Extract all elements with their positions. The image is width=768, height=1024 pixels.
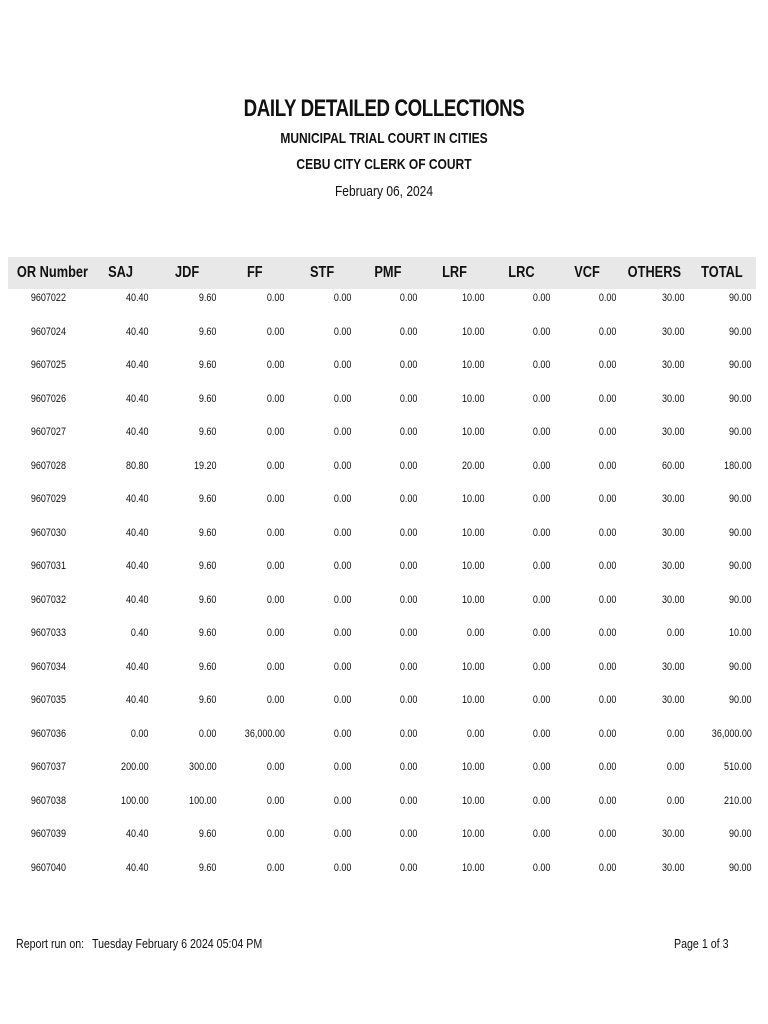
amount-cell: 10.00 bbox=[462, 426, 485, 438]
amount-cell: 0.00 bbox=[266, 292, 285, 304]
or-number-cell: 9607022 bbox=[30, 292, 66, 304]
amount-cell: 30.00 bbox=[661, 292, 685, 304]
amount-cell: 40.40 bbox=[126, 828, 149, 840]
amount-cell: 0.00 bbox=[467, 627, 485, 639]
amount-cell: 0.00 bbox=[266, 426, 285, 438]
amount-cell: 0.00 bbox=[399, 593, 418, 606]
amount-cell: 0.00 bbox=[598, 593, 617, 606]
amount-cell: 0.00 bbox=[598, 627, 617, 639]
amount-cell: 0.00 bbox=[598, 560, 617, 572]
amount-cell: 0.00 bbox=[266, 526, 285, 539]
amount-cell: 0.00 bbox=[533, 526, 551, 539]
amount-cell: 9.60 bbox=[199, 660, 217, 673]
amount-cell: 0.00 bbox=[333, 493, 352, 505]
amount-cell: 0.00 bbox=[598, 359, 617, 371]
amount-cell: 40.40 bbox=[126, 560, 149, 572]
amount-cell: 0.00 bbox=[533, 761, 551, 773]
report-date: February 06, 2024 bbox=[334, 183, 434, 200]
amount-cell: 0.00 bbox=[598, 459, 617, 472]
amount-cell: 0.00 bbox=[399, 560, 418, 572]
amount-cell: 0.00 bbox=[399, 861, 418, 874]
or-number-cell: 9607038 bbox=[30, 794, 66, 807]
amount-cell: 90.00 bbox=[729, 426, 752, 438]
amount-cell: 90.00 bbox=[729, 861, 752, 874]
amount-cell: 0.00 bbox=[399, 493, 418, 505]
column-header: SAJ bbox=[88, 257, 153, 289]
amount-cell: 0.00 bbox=[467, 727, 485, 740]
column-header: TOTAL bbox=[688, 257, 756, 289]
column-header: PMF bbox=[355, 257, 421, 289]
amount-cell: 0.00 bbox=[399, 292, 418, 304]
amount-cell: 0.00 bbox=[266, 660, 285, 673]
amount-cell: 40.40 bbox=[126, 359, 149, 371]
amount-cell: 0.00 bbox=[598, 292, 617, 304]
amount-cell: 90.00 bbox=[729, 292, 752, 304]
amount-cell: 0.00 bbox=[598, 526, 617, 539]
column-header: OTHERS bbox=[620, 257, 688, 289]
amount-cell: 9.60 bbox=[199, 828, 217, 840]
amount-cell: 90.00 bbox=[729, 526, 752, 539]
amount-cell: 0.00 bbox=[266, 761, 285, 773]
amount-cell: 0.00 bbox=[333, 560, 352, 572]
amount-cell: 0.00 bbox=[598, 660, 617, 673]
column-header: JDF bbox=[153, 257, 221, 289]
or-number-cell: 9607039 bbox=[30, 828, 66, 840]
amount-cell: 200.00 bbox=[121, 761, 149, 773]
column-header: LRC bbox=[489, 257, 555, 289]
amount-cell: 40.40 bbox=[126, 292, 149, 304]
amount-cell: 40.40 bbox=[126, 493, 149, 505]
table-row bbox=[8, 423, 756, 457]
amount-cell: 0.00 bbox=[533, 660, 551, 673]
amount-cell: 60.00 bbox=[661, 459, 685, 472]
amount-cell: 0.00 bbox=[333, 292, 352, 304]
amount-cell: 10.00 bbox=[462, 526, 485, 539]
amount-cell: 9.60 bbox=[199, 292, 217, 304]
or-number-cell: 9607024 bbox=[30, 325, 66, 338]
or-number-cell: 9607027 bbox=[30, 426, 66, 438]
amount-cell: 90.00 bbox=[729, 325, 752, 338]
amount-cell: 40.40 bbox=[126, 694, 149, 706]
amount-cell: 0.00 bbox=[266, 359, 285, 371]
amount-cell: 90.00 bbox=[729, 392, 752, 405]
or-number-cell: 9607030 bbox=[30, 526, 66, 539]
amount-cell: 30.00 bbox=[661, 526, 685, 539]
amount-cell: 0.00 bbox=[533, 627, 551, 639]
table-row bbox=[8, 825, 756, 859]
amount-cell: 510.00 bbox=[724, 761, 752, 773]
table-row bbox=[8, 557, 756, 591]
amount-cell: 0.00 bbox=[399, 828, 418, 840]
amount-cell: 30.00 bbox=[661, 325, 685, 338]
amount-cell: 0.00 bbox=[666, 761, 685, 773]
amount-cell: 0.00 bbox=[131, 727, 149, 740]
amount-cell: 0.00 bbox=[266, 828, 285, 840]
amount-cell: 0.00 bbox=[266, 794, 285, 807]
amount-cell: 0.00 bbox=[598, 727, 617, 740]
table-row bbox=[8, 457, 756, 491]
or-number-cell: 9607026 bbox=[30, 392, 66, 405]
amount-cell: 40.40 bbox=[126, 861, 149, 874]
amount-cell: 0.00 bbox=[533, 794, 551, 807]
amount-cell: 0.00 bbox=[333, 694, 352, 706]
amount-cell: 0.00 bbox=[598, 761, 617, 773]
column-header: OR Number bbox=[8, 257, 88, 289]
or-number-cell: 9607031 bbox=[30, 560, 66, 572]
amount-cell: 0.00 bbox=[399, 761, 418, 773]
amount-cell: 0.00 bbox=[598, 426, 617, 438]
amount-cell: 20.00 bbox=[462, 459, 485, 472]
amount-cell: 9.60 bbox=[199, 694, 217, 706]
or-number-cell: 9607040 bbox=[30, 861, 66, 874]
amount-cell: 0.00 bbox=[333, 794, 352, 807]
amount-cell: 0.00 bbox=[533, 426, 551, 438]
amount-cell: 9.60 bbox=[199, 627, 217, 639]
amount-cell: 0.00 bbox=[333, 727, 352, 740]
amount-cell: 0.00 bbox=[266, 493, 285, 505]
amount-cell: 90.00 bbox=[729, 828, 752, 840]
amount-cell: 36,000.00 bbox=[244, 727, 285, 740]
office-name: CEBU CITY CLERK OF COURT bbox=[296, 156, 472, 173]
amount-cell: 0.00 bbox=[399, 392, 418, 405]
amount-cell: 0.00 bbox=[333, 761, 352, 773]
amount-cell: 100.00 bbox=[121, 794, 149, 807]
amount-cell: 0.40 bbox=[131, 627, 149, 639]
amount-cell: 0.00 bbox=[533, 694, 551, 706]
or-number-cell: 9607028 bbox=[30, 459, 66, 472]
amount-cell: 0.00 bbox=[533, 828, 551, 840]
amount-cell: 0.00 bbox=[333, 861, 352, 874]
report-title: DAILY DETAILED COLLECTIONS bbox=[243, 95, 525, 122]
amount-cell: 10.00 bbox=[462, 292, 485, 304]
table-row bbox=[8, 758, 756, 792]
table-row bbox=[8, 859, 756, 893]
amount-cell: 0.00 bbox=[266, 627, 285, 639]
amount-cell: 10.00 bbox=[462, 660, 485, 673]
table-row bbox=[8, 658, 756, 692]
amount-cell: 0.00 bbox=[266, 593, 285, 606]
report-run-value: Tuesday February 6 2024 05:04 PM bbox=[92, 936, 263, 951]
amount-cell: 0.00 bbox=[399, 727, 418, 740]
amount-cell: 30.00 bbox=[661, 493, 685, 505]
amount-cell: 10.00 bbox=[462, 359, 485, 371]
amount-cell: 40.40 bbox=[126, 593, 149, 606]
column-header: LRF bbox=[421, 257, 489, 289]
amount-cell: 40.40 bbox=[126, 426, 149, 438]
table-row bbox=[8, 792, 756, 826]
amount-cell: 0.00 bbox=[266, 694, 285, 706]
amount-cell: 10.00 bbox=[462, 861, 485, 874]
amount-cell: 0.00 bbox=[666, 727, 685, 740]
amount-cell: 0.00 bbox=[598, 861, 617, 874]
table-row bbox=[8, 725, 756, 759]
amount-cell: 90.00 bbox=[729, 560, 752, 572]
amount-cell: 10.00 bbox=[729, 627, 752, 639]
table-row bbox=[8, 691, 756, 725]
amount-cell: 9.60 bbox=[199, 526, 217, 539]
amount-cell: 90.00 bbox=[729, 493, 752, 505]
amount-cell: 9.60 bbox=[199, 593, 217, 606]
amount-cell: 0.00 bbox=[666, 627, 685, 639]
amount-cell: 90.00 bbox=[729, 660, 752, 673]
amount-cell: 0.00 bbox=[333, 828, 352, 840]
amount-cell: 0.00 bbox=[533, 359, 551, 371]
table-row bbox=[8, 524, 756, 558]
amount-cell: 100.00 bbox=[189, 794, 217, 807]
amount-cell: 0.00 bbox=[399, 794, 418, 807]
amount-cell: 0.00 bbox=[533, 861, 551, 874]
amount-cell: 0.00 bbox=[533, 493, 551, 505]
amount-cell: 0.00 bbox=[399, 694, 418, 706]
amount-cell: 19.20 bbox=[194, 459, 217, 472]
column-header: VCF bbox=[555, 257, 621, 289]
or-number-cell: 9607032 bbox=[30, 593, 66, 606]
amount-cell: 30.00 bbox=[661, 694, 685, 706]
amount-cell: 0.00 bbox=[598, 828, 617, 840]
or-number-cell: 9607025 bbox=[30, 359, 66, 371]
amount-cell: 9.60 bbox=[199, 426, 217, 438]
amount-cell: 0.00 bbox=[266, 392, 285, 405]
amount-cell: 30.00 bbox=[661, 392, 685, 405]
amount-cell: 0.00 bbox=[533, 392, 551, 405]
amount-cell: 0.00 bbox=[333, 325, 352, 338]
table-row bbox=[8, 490, 756, 524]
amount-cell: 10.00 bbox=[462, 325, 485, 338]
table-row bbox=[8, 323, 756, 357]
amount-cell: 9.60 bbox=[199, 359, 217, 371]
amount-cell: 300.00 bbox=[189, 761, 217, 773]
amount-cell: 90.00 bbox=[729, 694, 752, 706]
amount-cell: 10.00 bbox=[462, 560, 485, 572]
amount-cell: 210.00 bbox=[724, 794, 752, 807]
amount-cell: 9.60 bbox=[199, 325, 217, 338]
amount-cell: 9.60 bbox=[199, 392, 217, 405]
amount-cell: 0.00 bbox=[333, 660, 352, 673]
table-row bbox=[8, 390, 756, 424]
amount-cell: 0.00 bbox=[598, 392, 617, 405]
amount-cell: 0.00 bbox=[199, 727, 217, 740]
amount-cell: 90.00 bbox=[729, 359, 752, 371]
amount-cell: 0.00 bbox=[533, 593, 551, 606]
amount-cell: 10.00 bbox=[462, 493, 485, 505]
amount-cell: 0.00 bbox=[333, 526, 352, 539]
amount-cell: 0.00 bbox=[399, 426, 418, 438]
table-row bbox=[8, 356, 756, 390]
amount-cell: 0.00 bbox=[333, 459, 352, 472]
amount-cell: 0.00 bbox=[533, 459, 551, 472]
amount-cell: 30.00 bbox=[661, 359, 685, 371]
or-number-cell: 9607035 bbox=[30, 694, 66, 706]
table-body bbox=[8, 289, 756, 892]
table-row bbox=[8, 289, 756, 323]
amount-cell: 0.00 bbox=[399, 627, 418, 639]
or-number-cell: 9607037 bbox=[30, 761, 66, 773]
amount-cell: 0.00 bbox=[666, 794, 685, 807]
amount-cell: 30.00 bbox=[661, 828, 685, 840]
amount-cell: 0.00 bbox=[399, 359, 418, 371]
amount-cell: 0.00 bbox=[266, 861, 285, 874]
amount-cell: 0.00 bbox=[399, 660, 418, 673]
amount-cell: 40.40 bbox=[126, 392, 149, 405]
amount-cell: 180.00 bbox=[724, 459, 752, 472]
amount-cell: 10.00 bbox=[462, 593, 485, 606]
amount-cell: 0.00 bbox=[598, 325, 617, 338]
amount-cell: 0.00 bbox=[533, 560, 551, 572]
report-run-label: Report run on: bbox=[16, 936, 85, 951]
amount-cell: 30.00 bbox=[661, 660, 685, 673]
amount-cell: 80.80 bbox=[126, 459, 149, 472]
amount-cell: 0.00 bbox=[333, 593, 352, 606]
amount-cell: 0.00 bbox=[399, 459, 418, 472]
amount-cell: 0.00 bbox=[399, 526, 418, 539]
page-indicator: Page 1 of 3 bbox=[673, 936, 728, 951]
amount-cell: 9.60 bbox=[199, 861, 217, 874]
amount-cell: 36,000.00 bbox=[711, 727, 752, 740]
amount-cell: 0.00 bbox=[333, 426, 352, 438]
amount-cell: 40.40 bbox=[126, 325, 149, 338]
amount-cell: 9.60 bbox=[199, 560, 217, 572]
report-header bbox=[0, 92, 768, 206]
amount-cell: 9.60 bbox=[199, 493, 217, 505]
amount-cell: 0.00 bbox=[399, 325, 418, 338]
amount-cell: 10.00 bbox=[462, 794, 485, 807]
amount-cell: 0.00 bbox=[533, 292, 551, 304]
or-number-cell: 9607029 bbox=[30, 493, 66, 505]
amount-cell: 0.00 bbox=[333, 627, 352, 639]
amount-cell: 30.00 bbox=[661, 861, 685, 874]
or-number-cell: 9607033 bbox=[30, 627, 66, 639]
amount-cell: 10.00 bbox=[462, 392, 485, 405]
amount-cell: 0.00 bbox=[598, 493, 617, 505]
collections-table-container bbox=[8, 257, 756, 892]
amount-cell: 0.00 bbox=[533, 325, 551, 338]
amount-cell: 30.00 bbox=[661, 593, 685, 606]
amount-cell: 40.40 bbox=[126, 526, 149, 539]
collections-table bbox=[8, 257, 756, 892]
amount-cell: 0.00 bbox=[266, 325, 285, 338]
amount-cell: 40.40 bbox=[126, 660, 149, 673]
table-row bbox=[8, 591, 756, 625]
amount-cell: 0.00 bbox=[598, 694, 617, 706]
amount-cell: 10.00 bbox=[462, 761, 485, 773]
court-name: MUNICIPAL TRIAL COURT IN CITIES bbox=[280, 130, 488, 147]
amount-cell: 90.00 bbox=[729, 593, 752, 606]
table-row bbox=[8, 624, 756, 658]
amount-cell: 10.00 bbox=[462, 828, 485, 840]
amount-cell: 30.00 bbox=[661, 426, 685, 438]
amount-cell: 0.00 bbox=[333, 359, 352, 371]
amount-cell: 30.00 bbox=[661, 560, 685, 572]
amount-cell: 10.00 bbox=[462, 694, 485, 706]
column-header: STF bbox=[288, 257, 355, 289]
column-header: FF bbox=[221, 257, 289, 289]
amount-cell: 0.00 bbox=[598, 794, 617, 807]
table-header-row bbox=[8, 257, 756, 289]
amount-cell: 0.00 bbox=[333, 392, 352, 405]
or-number-cell: 9607034 bbox=[30, 660, 66, 673]
or-number-cell: 9607036 bbox=[30, 727, 66, 740]
amount-cell: 0.00 bbox=[533, 727, 551, 740]
amount-cell: 0.00 bbox=[266, 560, 285, 572]
amount-cell: 0.00 bbox=[266, 459, 285, 472]
